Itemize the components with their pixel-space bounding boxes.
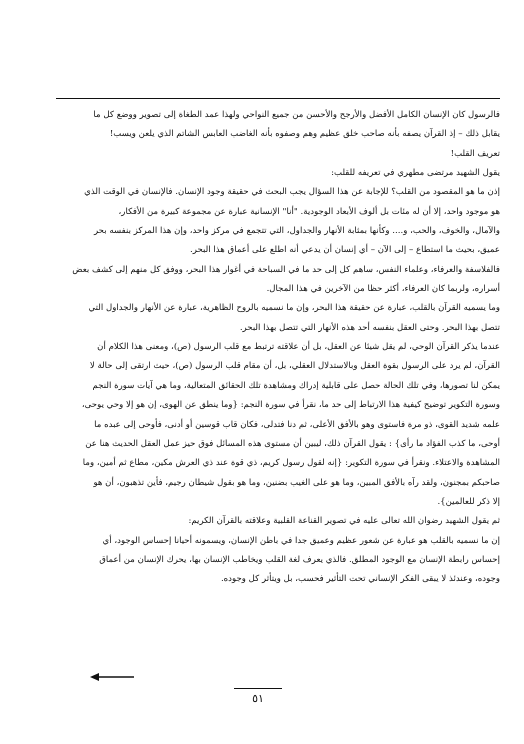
top-rule xyxy=(56,98,500,99)
text-line: إذن ما هو المقصود من القلب؟ للإجابة عن هذا السؤال يجب البحث في حقيقة وجود الإنسان. فالإنسان في الوقت الذي xyxy=(84,187,500,198)
footer-rule xyxy=(234,688,282,689)
text-line: فالفلاسفة والعرفاء، وعلماء النفس، ساهم كل إلى حد ما في السباحة في أغوار هذا البحر، ووفق كل منهم إلى كشف بعض xyxy=(72,264,500,275)
page-number: ٥١ xyxy=(252,692,264,705)
text-line: وسورة التكوير توضيح كيفية هذا الارتباط إلى حد ما، نقرأ في سورة النجم: {وما ينطق عن الهوى، إن هو إلا وحي يوحى، xyxy=(81,400,500,411)
text-line: أوحى، ما كذب الفؤاد ما رأى} : يقول القرآن ذلك، ليبين أن مستوى هذه المسائل فوق حيز عمل العقل الحديث هنا عن xyxy=(85,438,500,449)
text-line: القرآن، لم يرد على الرسول بقوة العقل وبالاستدلال العقلي، بل، أن مقام قلب الرسول (ص)، حيث ارتقى إلى حالة لا xyxy=(89,361,500,372)
text-line: يقابل ذلك – إذ القرآن يصفه بأنه صاحب خلق عظيم وهم وصفوه بأنه الغاضب العابس الشاتم الذي يلعن ويسب! xyxy=(109,129,500,140)
text-line: إحساس رابطة الإنسان مع الوجود المطلق. فالذي يعرف لغة القلب ويخاطب الإنسان بها، يحرك الإنسان من أعماق xyxy=(99,554,500,565)
text-line: تتصل بهذا البحر. وحتى العقل بنفسه أحد هذه الأنهار التي تتصل بهذا البحر. xyxy=(239,322,500,333)
text-line: المشاهدة والاعتلاء. ونقرأ في سورة التكوير: {إنه لقول رسول كريم، ذي قوة عند ذي العرش مكين، مطاع ثم أمين، وما xyxy=(82,458,500,469)
text-line: صاحبكم بمجنون، ولقد رآه بالأفق المبين، وما هو على الغيب بضنين، وما هو بقول شيطان رجيم، فأين تذهبون، أن هو xyxy=(93,477,500,488)
text-line: عندما يذكر القرآن الوحي، لم يقل شيئا عن العقل، بل أن علاقته ترتبط مع قلب الرسول (ص)، ومعنى هذا الكلام أن xyxy=(97,342,500,353)
text-line: أسراره، ولربما كان العرفاء، أكثر حظا من الآخرين في هذا المجال. xyxy=(266,284,500,295)
text-line: يقول الشهيد مرتضى مطهري في تعريفه للقلب: xyxy=(331,168,500,179)
text-line: والآمال، والخوف، والحب، و.... وكأنها بمثابة الأنهار والجداول، التي تتجمع في مركز واحد، وإن هذا المركز بنفسه بحر xyxy=(93,226,500,237)
text-line: فالرسول كان الإنسان الكامل الأفضل والأرجح والأحسن من جميع النواحي ولهذا عمد الطغاة إلى تصوير ووضع كل ما xyxy=(93,110,500,120)
text-line: إن ما نسميه بالقلب هو عبارة عن شعور عظيم وعميق جدا في باطن الإنسان، ويسمونه أحيانا إحساس الوجود، أي xyxy=(102,535,500,546)
text-line: يمكن لنا تصورها، وفي تلك الحالة حصل على قابلية إدراك ومشاهدة تلك الحقائق المتعالية، وما هي آيات سورة النجم xyxy=(92,380,500,391)
text-line: عميق، بحيث ما استطاع – إلى الآن – أي إنسان أن يدعي أنه اطلع على أعماق هذا البحر. xyxy=(190,245,500,256)
continue-arrow-icon xyxy=(90,672,134,682)
body-text xyxy=(58,106,500,590)
text-line: وما يسميه القرآن بالقلب، عبارة عن حقيقة هذا البحر، وإن ما نسميه بالروح الظاهرية، عبارة عن الأنهار والجداول التي xyxy=(88,303,500,314)
text-line: هو موجود واحد، إلا أن له مئات بل ألوف الأبعاد الوجودية. "أنا" الإنسانية عبارة عن مجموعة كبيرة من الأفكار، xyxy=(118,206,500,217)
text-line: وجوده، وعندئذ لا يبقى الفكر الإنساني تحت التأثير فحسب، بل ويتأثر كل وجوده. xyxy=(220,574,500,585)
text-line: ثم يقول الشهيد رضوان الله تعالى عليه في تصوير القناعة القلبية وعلاقته بالقرآن الكريم: xyxy=(188,516,500,527)
text-line: إلا ذكر للعالمين}. xyxy=(437,496,500,507)
text-line: علمه شديد القوى، ذو مرة فاستوى وهو بالأفق الأعلى، ثم دنا فتدلى، فكان قاب قوسين أو أدنى، فأوحى إلى عبده ما xyxy=(94,419,500,430)
section-heading: تعريف القلب! xyxy=(450,148,500,159)
